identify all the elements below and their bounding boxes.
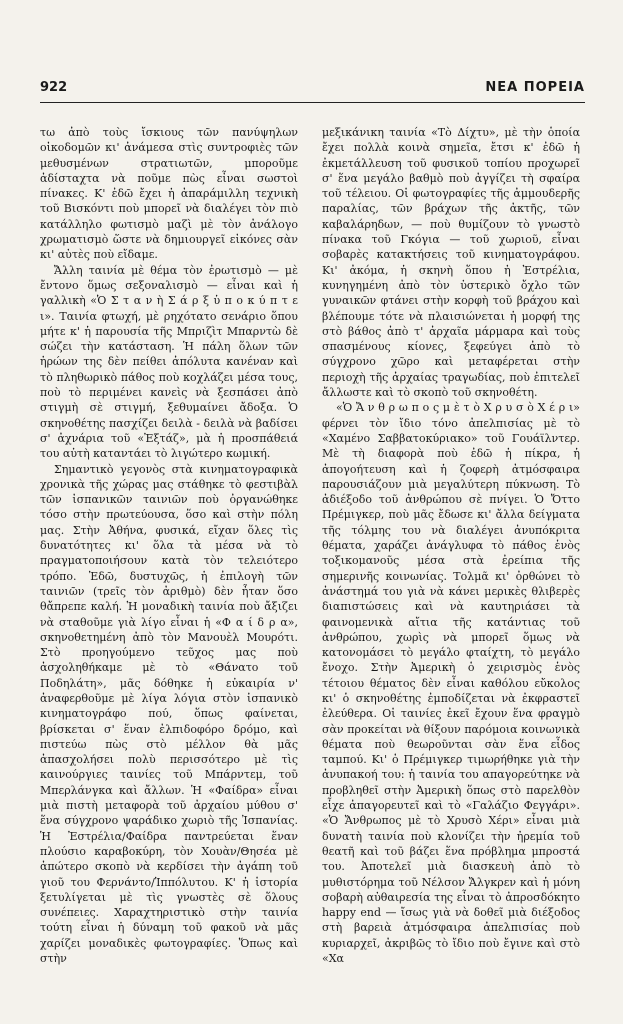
paragraph: Σημαντικὸ γεγονὸς στὰ κινηματογραφικὰ χρονικὰ τῆς χώρας μας στάθηκε τὸ φεστιβὰλ τῶν ἰσπανικῶν ταινιῶν ποὺ ὀργανώθηκε τόσο στὴν πρωτεύουσα, ὅσο καὶ στὴν πόλη μας. Στὴν Ἀθήνα, φυσικά, εἴχαν ὅλες τὶς δυνατότητες κι' ὅλα τὰ μέσα νὰ τὸ πραγματοποιήσουν κατὰ τὸν τελειότερο τρόπο. Ἐδῶ, δυστυχῶς, ἡ ἐπιλογὴ τῶν ταινιῶν (τρεῖς τὸν ἀριθμὸ) δὲν ἦταν ὅσο θἄπρεπε καλή. Ἡ μοναδικὴ ταινία ποὺ ἄξιζει νὰ σταθοῦμε γιὰ λίγο εἶναι ἡ «Φ α ί δ ρ α», σκηνοθετημένη ἀπὸ τὸν Μανουὲλ Μουρότι. Στὸ προηγούμενο τεῦχος μας ποὺ ἀσχοληθήκαμε μὲ τὸ «Θάνατο τοῦ Ποδηλάτη», μᾶς δόθηκε ἡ εὐκαιρία ν' ἀναφερθοῦμε μὲ λίγα λόγια στὸν ἰσπανικὸ κινηματογράφο πού, ὅπως φαίνεται, βρίσκεται σ' ἕναν ἐλπιδοφόρο δρόμο, καὶ πιστεύω πὼς στὸ μέλλον θὰ μᾶς ἀπασχολήσει πολὺ περισσότερο μὲ τὶς καινούργιες ταινίες τοῦ Μπάρντεμ, τοῦ Μπερλάνγκα καὶ ἄλλων. Ἡ «Φαίδρα» εἶναι μιὰ πιστὴ μεταφορὰ τοῦ ἀρχαίου μύθου σ' ἕνα σύγχρονο ψαράδικο χωριὸ τῆς Ἰσπανίας. Ἡ Ἐστρέλια/Φαίδρα παντρεύεται ἕναν πλούσιο καραβοκύρη, τὸν Χουὰν/Θησέα μὲ ἀπώτερο σκοπὸ νὰ κερδίσει τὴν ἀγάπη τοῦ γιοῦ του Φερνάντο/Ἱππόλυτου. Κ' ἡ ἱστορία ξετυλίγεται μὲ τὶς γνωστὲς σὲ ὅλους συνέπειες. Χαραχτηριστικὸ στὴν ταινία τούτη εἶναι ἡ δύναμη τοῦ φακοῦ νὰ μᾶς χαρίζει μοναδικὲς φωτογραφίες. Ὅπως καὶ στὴν — [40, 462, 298, 966]
right-column — [322, 125, 580, 966]
header-rule — [40, 102, 585, 103]
page-number: 922 — [40, 80, 68, 95]
paragraph: «Ὁ Ἄ ν θ ρ ω π ο ς μ ὲ τ ὸ Χ ρ υ σ ὸ Χ έ ρ ι» φέρνει τὸν ἴδιο τόνο ἀπελπισίας μὲ τὸ «Χαμένο Σαββατοκύριακο» τοῦ Γουάϊλντερ. Μὲ τὴ διαφορὰ ποὺ ἐδῶ ἡ πίκρα, ἡ ἀπογοήτευση καὶ ἡ ζοφερὴ ἀτμόσφαιρα παρουσιάζουν μιὰ μεγαλύτερη πύκνωση. Τὸ ἀδιέξοδο τοῦ ἀνθρώπου σὲ πνίγει. Ὁ Ὄττο Πρέμιγκερ, ποὺ μᾶς ἔδωσε κι' ἄλλα δείγματα τῆς τόλμης του νὰ διαλέγει ἀνυπόκριτα θέματα, χαράζει ἀνάγλυφα τὸ πάθος ἑνὸς τοξικομανοῦς μέσα στὰ ἐρείπια τῆς σημερινῆς κοινωνίας. Τολμᾶ κι' ὀρθώνει τὸ ἀνάστημά του γιὰ νὰ κάνει μερικὲς θλιβερὲς διαπιστώσεις καὶ νὰ καυτηριάσει τὰ φαινομενικὰ αἴτια τῆς κατάντιας τοῦ ἀνθρώπου, χωρὶς νὰ μπορεῖ ὅμως νὰ κατονομάσει τὸ μεγάλο φταίχτη, τὸ μεγάλο ἔνοχο. Στὴν Ἀμερικὴ ὁ χειρισμὸς ἑνὸς τέτοιου θέματος δὲν εἶναι καθόλου εὔκολος κι' ὁ σκηνοθέτης ἐμποδίζεται νὰ ἐκφραστεῖ ἐλεύθερα. Οἱ ταινίες ἐκεῖ ἔχουν ἕνα φραγμὸ σὰν προκείται νὰ θίξουν παρόμοια κοινωνικὰ θέματα ποὺ θεωροῦνται σὰν ἕνα εἶδος ταμπού. Κι' ὁ Πρέμιγκερ τιμωρήθηκε γιὰ τὴν ἀνυπακοή του: ἡ ταινία του απαγορεύτηκε νὰ προβληθεῖ στὴν Ἀμερικὴ ὅπως στὸ παρελθὸν εἶχε ἀπαγορευτεῖ καὶ τὸ «Γαλάζιο Φεγγάρι». «Ὁ Ἄνθρωπος μὲ τὸ Χρυσὸ Χέρι» εἶναι μιὰ δυνατὴ ταινία ποὺ κλονίζει τὴν ἠρεμία τοῦ θεατῆ καὶ τοῦ βάζει ἕνα πρόβλημα μπροστά του. Ἀποτελεῖ μιὰ διασκευὴ ἀπὸ τὸ μυθιστόρημα τοῦ Νέλσον Ἄλγκρεν καὶ ἡ μόνη σοβαρὴ αὐθαιρεσία της εἶναι τὸ ἀπροσδόκητο happy end — ἴσως γιὰ νὰ δοθεῖ μιὰ διέξοδος στὴ βαρειὰ ἀτμόσφαιρα ἀπελπισίας ποὺ κυριαρχεῖ, ἀκριβῶς τὸ ἴδιο ποὺ ἔγινε καὶ στὸ «Χα — [322, 401, 580, 966]
paragraph: μεξικάνικη ταινία «Τὸ Δίχτυ», μὲ τὴν ὁποία ἔχει πολλὰ κοινὰ σημεῖα, ἔτσι κ' ἐδῶ ἡ ἐκμετάλλευση τοῦ φυσικοῦ τοπίου προχωρεῖ σ' ἕνα μεγάλο βαθμὸ ποὺ ἀγγίζει τὴ σφαίρα τοῦ τέλειου. Οἱ φωτογραφίες τῆς ἀμμουδερῆς παραλίας, τῶν βράχων τῆς ἀκτῆς, τῶν καβαλάρηδων, — ποὺ θυμίζουν τὸ γνωστὸ πίνακα τοῦ Γκόγια — τοῦ χωριοῦ, εἶναι σοβαρὲς κατακτήσεις τοῦ κινηματογράφου. Κι' ἀκόμα, ἡ σκηνὴ ὅπου ἡ Ἐστρέλια, κυνηγημένη ἀπὸ τὸν ὑστερικὸ ὄχλο τῶν γυναικῶν φτάνει στὴν κορφὴ τοῦ βράχου καὶ βλέπουμε τότε νὰ πλαισιώνεται ἡ μορφή της στὸ βάθος ἀπὸ τ' ἀρχαῖα μάρμαρα καὶ τοὺς σπασμένους κίονες, ξεφεύγει ἀπὸ τὸ σύγχρονο χῶρο καὶ μεταφέρεται στὴν περιοχὴ τῆς ἀρχαίας τραγωδίας, ποὺ ἐπιτελεῖ ἄλλωστε καὶ τὸ σκοπὸ τοῦ σκηνοθέτη. — [322, 126, 580, 400]
left-column — [40, 125, 298, 966]
journal-title: ΝΕΑ ΠΟΡΕΙΑ — [485, 80, 585, 95]
paragraph: Ἄλλη ταινία μὲ θέμα τὸν ἐρωτισμὸ — μὲ ἔντονο ὅμως σεξοναλισμὸ — εἶναι καὶ ἡ γαλλικὴ «Ὁ Σ τ α ν ὴ Σ ά ρ ξ ὑ π ο κ ύ π τ ε ι». Ταινία φτωχή, μὲ ρηχότατο σενάριο ὅπου μήτε κ' ἡ παρουσία τῆς Μπριζὶτ Μπαρντὼ δὲ σώζει τὴν κατάσταση. Ἡ πάλη ὅλων τῶν ἡρώων της δὲν πείθει ἀπόλυτα κανέναν καὶ τὸ πληθωρικὸ πάθος ποὺ κοχλάζει μέσα τους, ποὺ τὸ περιμένει κανεὶς νὰ ξεσπάσει ἀπὸ στιγμὴ σὲ στιγμή, ξεθυμαίνει ἄδοξα. Ὁ σκηνοθέτης πασχίζει δειλὰ - δειλὰ νὰ βαδίσει σ' ἀχνάρια τοῦ «Ἐξτάζ», μὰ ἡ προσπάθειά του αὐτὴ καταντάει τὸ λιγώτερο κωμική. — [40, 263, 298, 461]
page-header — [40, 80, 585, 104]
paragraph: τω ἀπὸ τοὺς ἴσκιους τῶν πανύψηλων οἰκοδομῶν κι' ἀνάμεσα στὶς συντροφιὲς τῶν μεθυσμένων στρατιωτῶν, μποροῦμε ἀδίσταχτα νὰ ποῦμε πὼς εἶναι σωστοὶ πίνακες. Κ' ἐδῶ ἔχει ἡ ἀπαράμιλλη τεχνικὴ τοῦ Βισκόντι ποὺ μπορεῖ νὰ διαλέγει τὸν πιὸ κατάλληλο φωτισμὸ μαζὶ μὲ τὸν ἀνάλογο χρωματισμὸ ὥστε νὰ δημιουργεῖ εἰκόνες σὰν κι' αὐτὲς ποὺ εἴδαμε. — [40, 126, 298, 262]
